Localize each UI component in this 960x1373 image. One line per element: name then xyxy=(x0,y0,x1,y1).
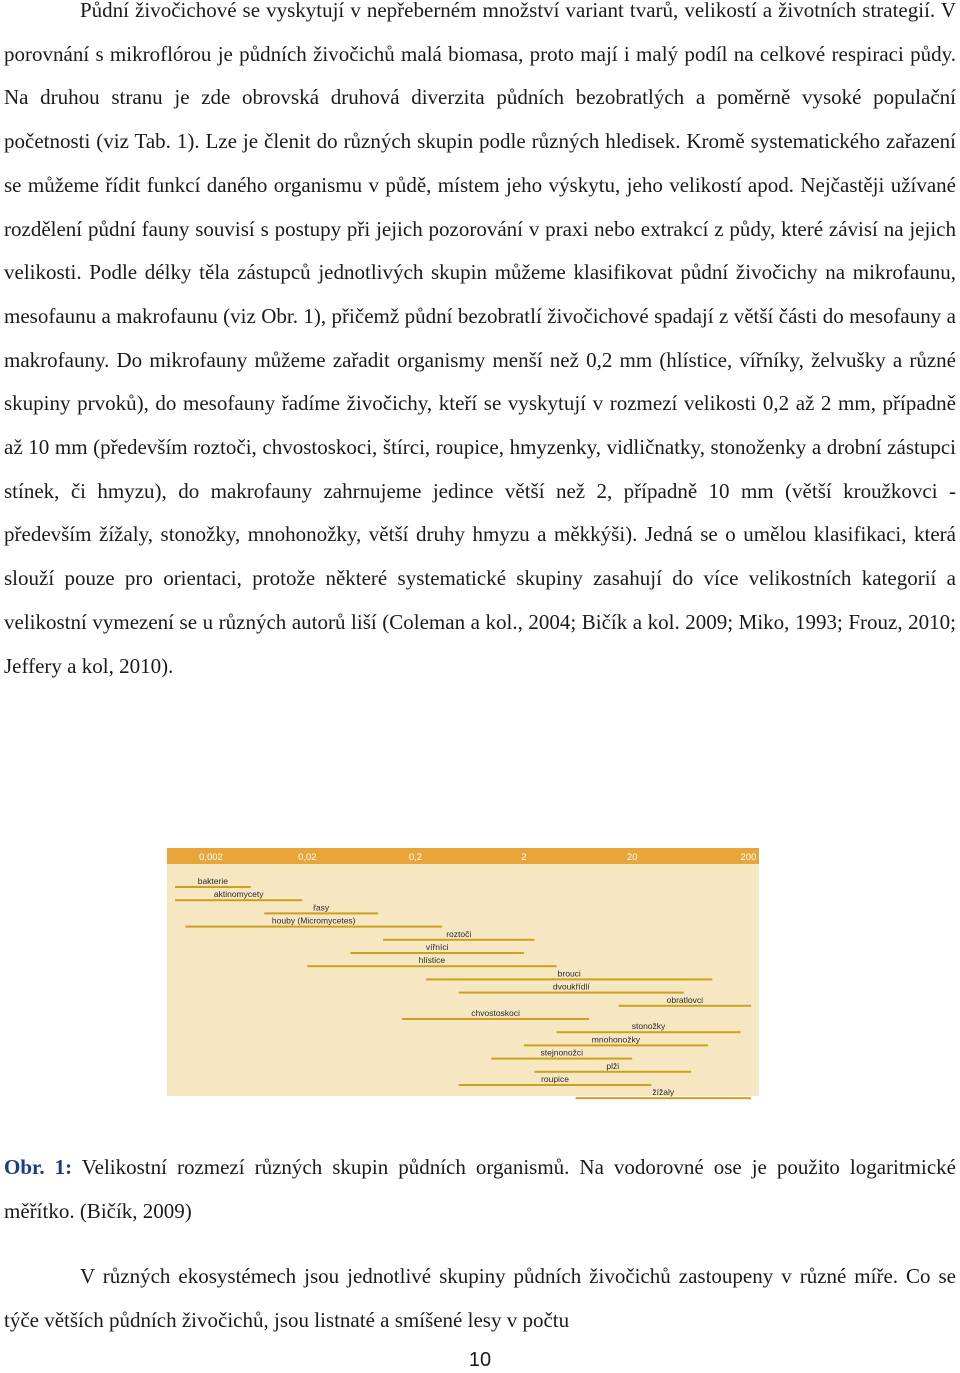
range-bar-6 xyxy=(307,965,556,967)
range-bar-15 xyxy=(459,1084,652,1086)
axis-tick-label: 2 xyxy=(521,852,527,863)
axis-tick-label: 200 (velikost v mm) xyxy=(740,852,823,863)
range-label-6: hlístice xyxy=(418,955,446,966)
page-number: 10 xyxy=(468,1349,492,1371)
body-paragraph-1: Půdní živočichové se vyskytují v nepřeberném množství variant tvarů, velikostí a životních strategií. V porovnání s mikroflórou je půdních živočichů malá biomasa, proto mají i malý podíl na celkové respiraci půdy. Na druhou stranu je zde obrovská druhová diverzita půdních bezobratlých a poměrně vysoké populační početnosti (viz Tab. 1). Lze je členit do různých skupin podle různých hledisek. Kromě systematického zařazení se můžeme řídit funkcí daného organismu v půdě, místem jeho výskytu, jeho velikostí apod. Nejčastěji užívané rozdělení půdní fauny souvisí s postupy při jejich pozorování v praxi nebo extrakcí z půdy, které závisí na jejich velikosti. Podle délky těla zástupců jednotlivých skupin můžeme klasifikovat půdní živočichy na mikrofaunu, mesofaunu a makrofaunu (viz Obr. 1), přičemž půdní bezobratlí živočichové spadají z větší části do mesofauny a makrofauny. Do mikrofauny můžeme zařadit organismy menší než 0,2 mm (hlístice, vířníky, želvušky a různé skupiny prvoků), do mesofauny řadíme živočichy, kteří se vyskytují v rozmezí velikosti 0,2 až 2 mm, případně až 10 mm (především roztoči, chvostoskoci, štírci, roupice, hmyzenky, vidličnatky, stonoženky a drobní zástupci stínek, či hmyzu), do makrofauny zahrnujeme jedince větší než 2, případně 10 mm (větší kroužkovci - především žížaly, stonožky, mnohonožky, větší druhy hmyzu a měkkýši). Jedná se o umělou klasifikaci, která slouží pouze pro orientaci, protože některé systematické skupiny zasahují do více velikostních kategorií a velikostní vymezení se u různých autorů liší (Coleman a kol., 2004; Bičík a kol. 2009; Miko, 1993; Frouz, 2010; Jeffery a kol, 2010). xyxy=(4,0,956,678)
caption-label: Obr. 1: xyxy=(4,1155,73,1179)
range-bar-8 xyxy=(459,992,684,994)
range-bar-13 xyxy=(491,1058,632,1060)
range-label-0: bakterie xyxy=(197,876,228,886)
range-label-11: stonožky xyxy=(631,1021,666,1032)
range-label-10: chvostoskoci xyxy=(471,1008,520,1018)
range-bar-4 xyxy=(383,939,534,941)
range-label-7: brouci xyxy=(557,968,581,979)
range-bar-14 xyxy=(534,1071,691,1073)
range-label-4: roztoči xyxy=(446,928,472,939)
range-label-8: dvoukřídlí xyxy=(552,981,590,992)
range-bar-0 xyxy=(175,886,251,888)
axis-tick-label: 0,002 xyxy=(199,852,223,863)
caption-text: Velikostní rozmezí různých skupin půdních organismů. Na vodorovné ose je použito logaritmické měřítko. (Bičík, 2009) xyxy=(4,1155,956,1223)
range-bar-5 xyxy=(350,952,523,954)
range-label-1: aktinomycety xyxy=(213,889,264,900)
range-label-2: řasy xyxy=(313,902,330,913)
axis-tick-label: 0,2 xyxy=(409,852,423,863)
range-bar-2 xyxy=(264,912,378,914)
range-label-16: žížaly xyxy=(652,1087,675,1098)
range-label-9: obratlovci xyxy=(666,994,704,1005)
range-bar-12 xyxy=(524,1044,708,1046)
range-label-12: mnohonožky xyxy=(591,1034,641,1045)
range-bar-16 xyxy=(576,1097,751,1099)
range-label-3: houby (Micromycetes) xyxy=(271,915,356,926)
range-label-5: vířníci xyxy=(425,942,449,952)
body-paragraph-2: V různých ekosystémech jsou jednotlivé skupiny půdních živočichů zastoupeny v různé míře. Co se týče větších půdních živočichů, jsou listnaté a smíšené lesy v počtu xyxy=(4,1264,956,1332)
range-label-13: stejnonožci xyxy=(540,1047,584,1058)
range-bar-3 xyxy=(185,926,441,928)
range-label-14: plži xyxy=(606,1060,620,1071)
range-bar-10 xyxy=(402,1018,589,1020)
axis-header-bar xyxy=(167,848,759,864)
range-bar-9 xyxy=(619,1005,751,1007)
size-range-figure xyxy=(167,848,823,1098)
axis-tick-label: 20 xyxy=(626,852,638,863)
range-bar-11 xyxy=(557,1031,741,1033)
range-bar-1 xyxy=(175,899,302,901)
size-range-chart xyxy=(167,848,823,1098)
figure-caption xyxy=(4,1146,956,1233)
range-label-15: roupice xyxy=(541,1074,569,1084)
axis-tick-label: 0,02 xyxy=(298,852,317,863)
range-bar-7 xyxy=(426,978,712,980)
